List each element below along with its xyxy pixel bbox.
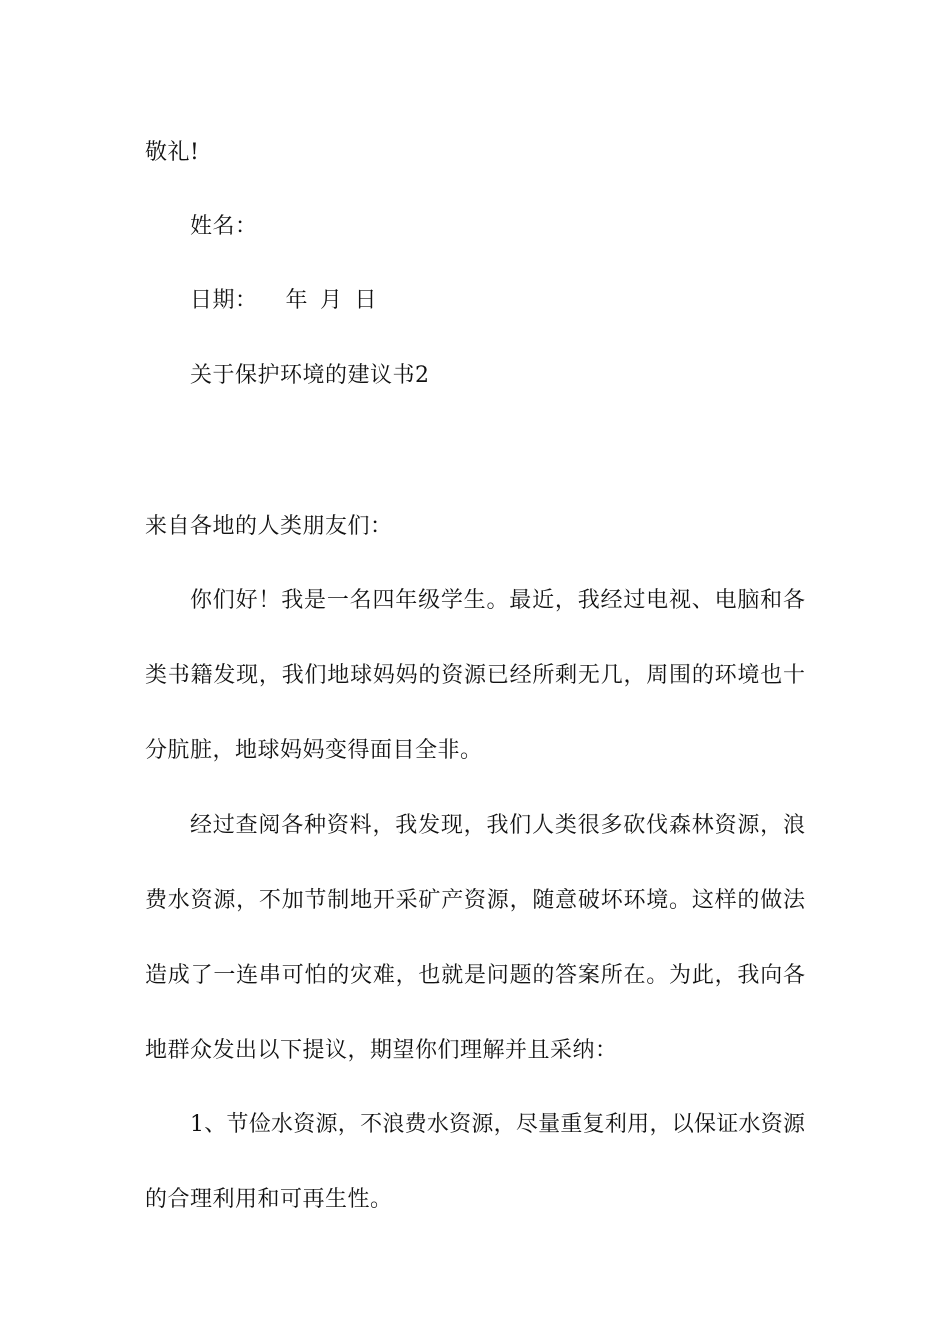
date-year: 年 <box>285 288 309 313</box>
date-label: 日期： <box>190 288 258 313</box>
document-title: 关于保护环境的建议书2 <box>190 363 430 388</box>
paragraph-1-line-1: 你们好！我是一名四年级学生。最近，我经过电视、电脑和各 <box>190 588 805 613</box>
paragraph-2-line-2: 费水资源，不加节制地开采矿产资源，随意破坏环境。这样的做法 <box>145 888 805 913</box>
date-day: 日 <box>354 288 378 313</box>
date-line <box>190 286 377 316</box>
paragraph-3-line-1: 1、节俭水资源，不浪费水资源，尽量重复利用，以保证水资源 <box>190 1112 805 1137</box>
paragraph-2-line-1: 经过查阅各种资料，我发现，我们人类很多砍伐森林资源，浪 <box>190 813 805 838</box>
date-month: 月 <box>320 288 343 313</box>
name-label: 姓名： <box>190 214 258 239</box>
paragraph-2-line-4: 地群众发出以下提议，期望你们理解并且采纳： <box>145 1038 618 1063</box>
paragraph-3-line-2: 的合理利用和可再生性。 <box>145 1187 393 1212</box>
paragraph-1-line-3: 分肮脏，地球妈妈变得面目全非。 <box>145 738 483 763</box>
salutation: 来自各地的人类朋友们： <box>145 514 393 539</box>
closing-text: 敬礼! <box>145 140 200 165</box>
paragraph-2-line-3: 造成了一连串可怕的灾难，也就是问题的答案所在。为此，我向各 <box>145 963 805 988</box>
paragraph-1-line-2: 类书籍发现，我们地球妈妈的资源已经所剩无几，周围的环境也十 <box>145 663 805 688</box>
